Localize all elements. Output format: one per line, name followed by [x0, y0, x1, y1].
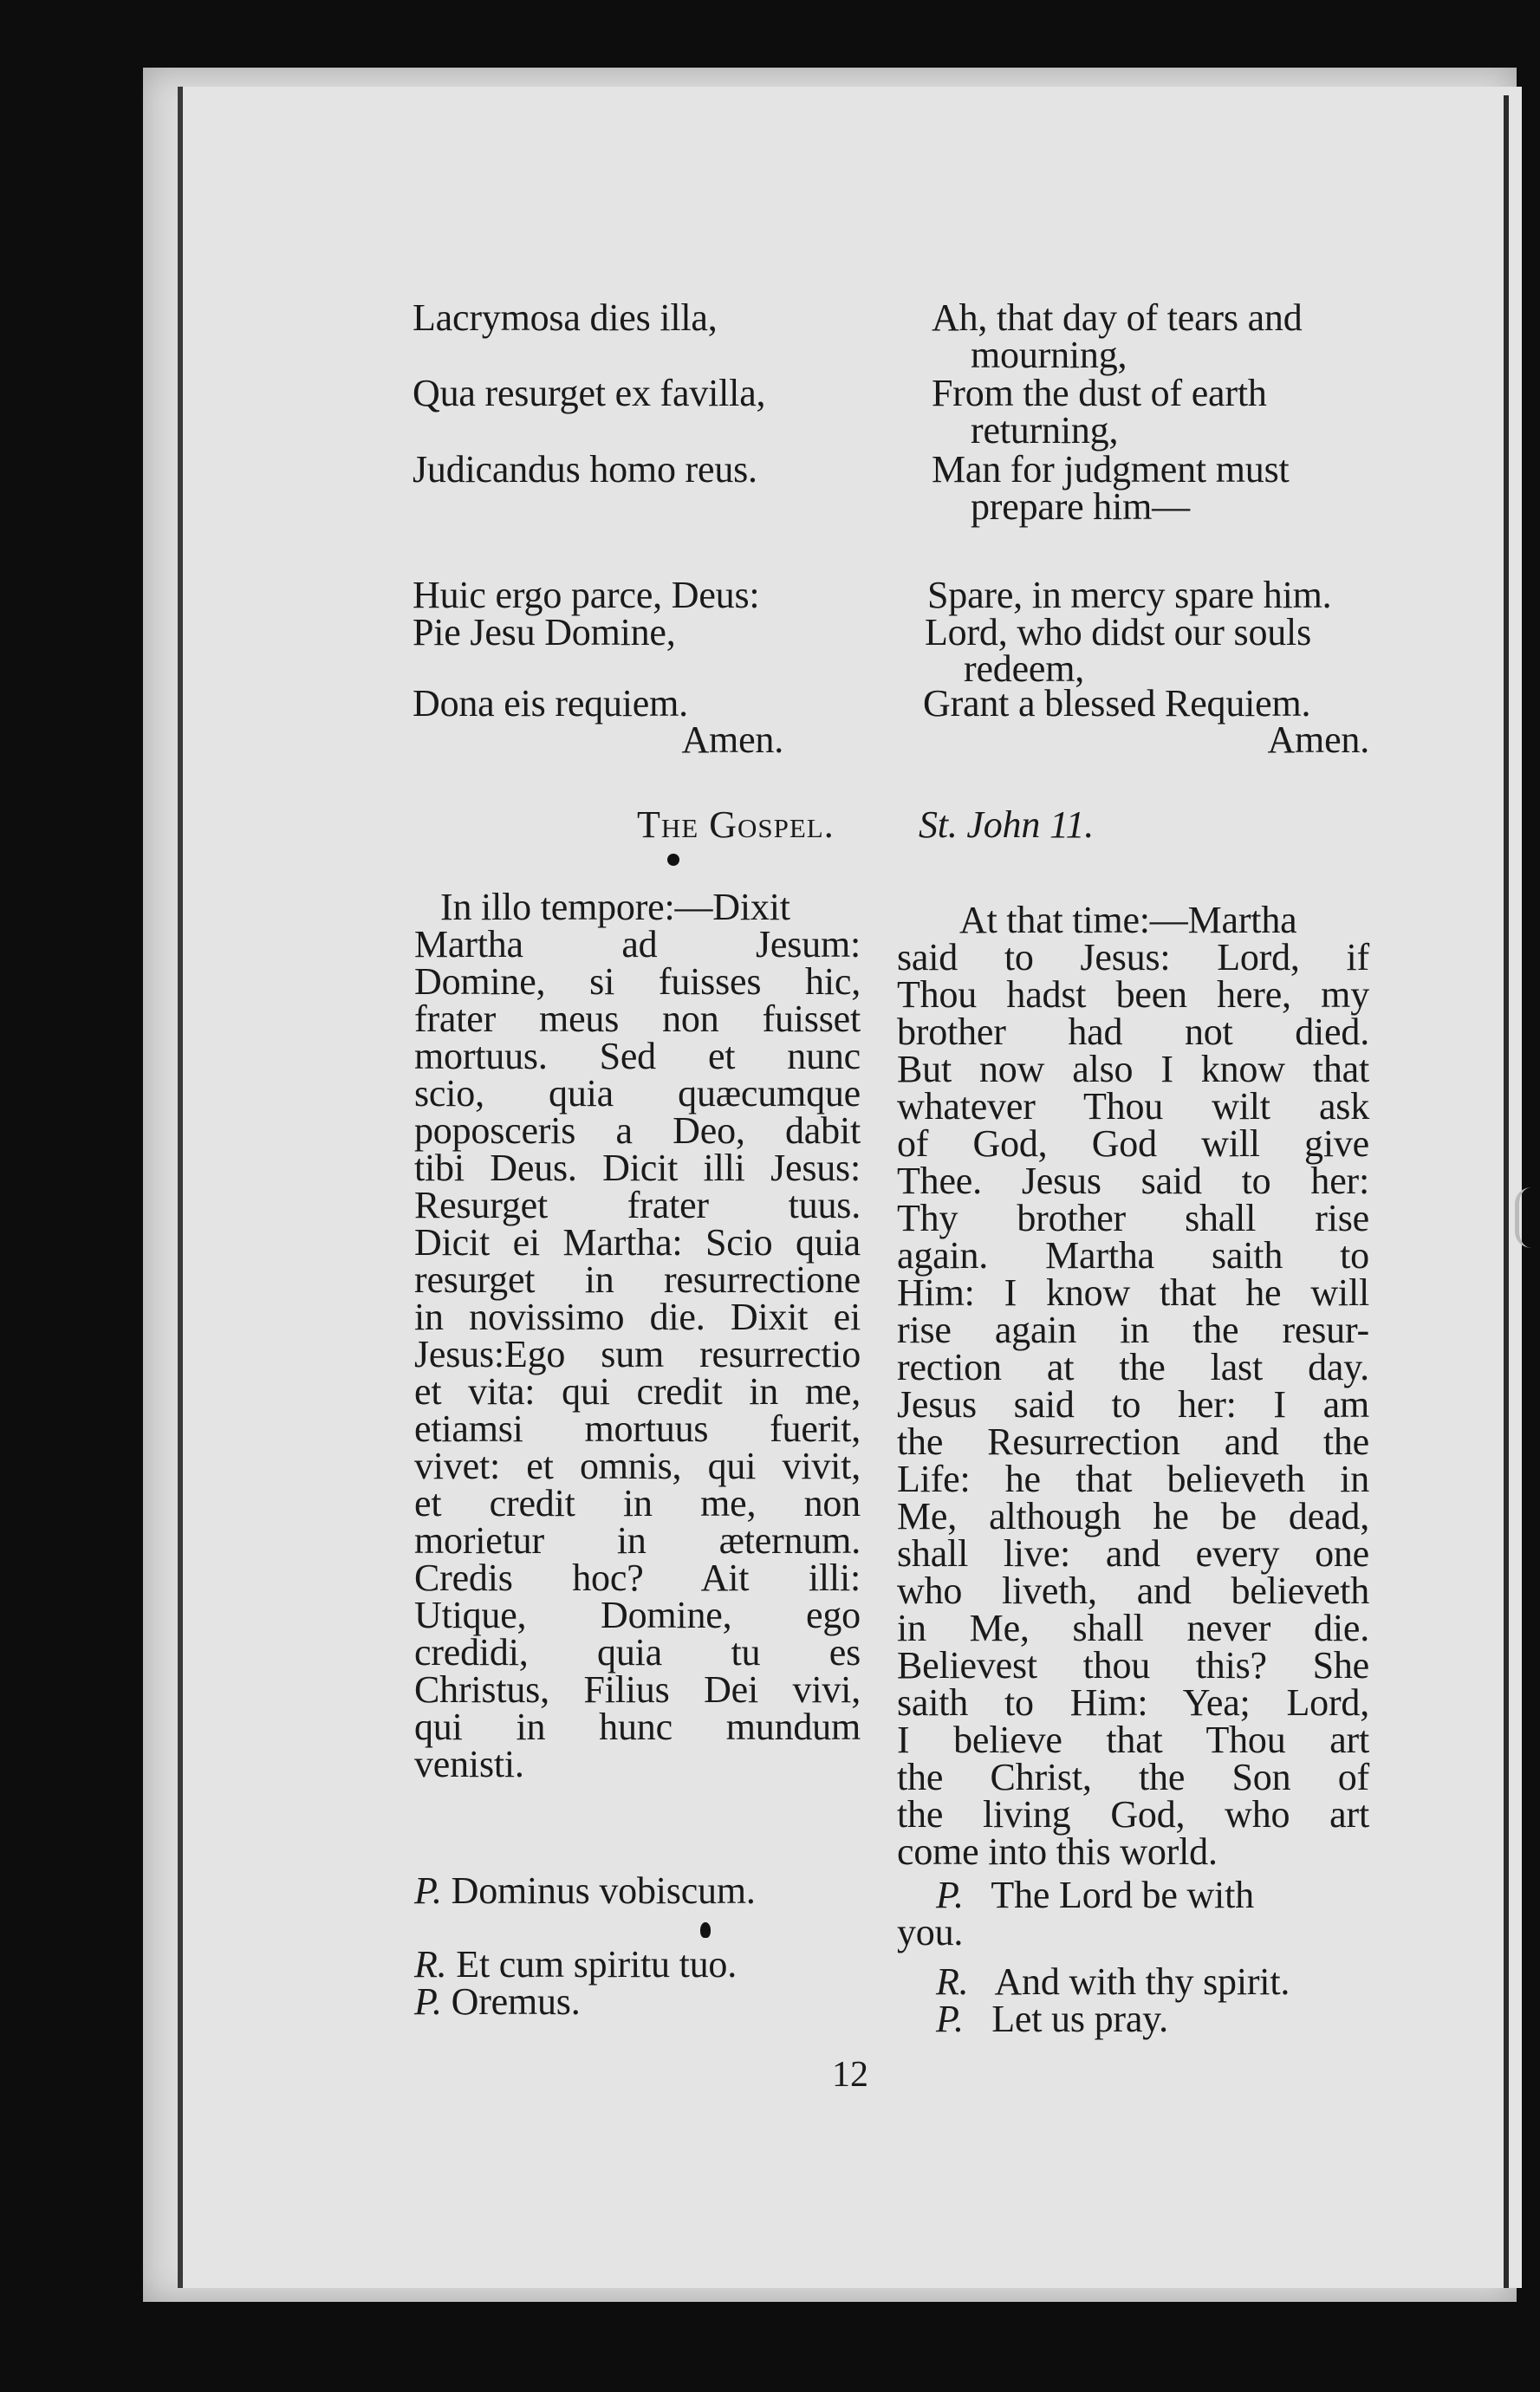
text-line: Believest thou this? She [897, 1644, 1369, 1687]
response-line: P. Dominus vobiscum. [414, 1869, 756, 1912]
text-line: whatever Thou wilt ask [897, 1085, 1369, 1128]
text-line: morietur in æternum. [414, 1519, 861, 1562]
text-line: Thee. Jesus said to her: [897, 1160, 1369, 1202]
next-page-edge [1515, 1187, 1531, 1248]
text-line: come into this world. [897, 1830, 1218, 1873]
text-line: et credit in me, non [414, 1482, 861, 1524]
text-line: the Christ, the Son of [897, 1756, 1369, 1798]
text-line: From the dust of earth [932, 372, 1267, 414]
text-line: Judicandus homo reus. [413, 448, 757, 491]
gospel-title: The Gospel. [637, 803, 835, 846]
text-line: returning, [971, 409, 1119, 452]
text-line: Grant a blessed Requiem. [923, 682, 1311, 725]
text-line: Life: he that believeth in [897, 1458, 1369, 1500]
text-line: rise again in the resur- [897, 1309, 1369, 1351]
response-line: P. Let us pray. [936, 1998, 1168, 2040]
text-line: Dicit ei Martha: Scio quia [414, 1221, 861, 1264]
text-line: scio, quia quæcumque [414, 1072, 861, 1115]
text-line: Huic ergo parce, Deus: [413, 574, 760, 616]
text-line: Domine, si fuisses hic, [414, 960, 861, 1003]
text-line: resurget in resurrectione [414, 1258, 861, 1301]
text-line: Thy brother shall rise [897, 1197, 1369, 1239]
response-line: R. And with thy spirit. [936, 1960, 1290, 2003]
response-line: R. Et cum spiritu tuo. [414, 1943, 738, 1986]
text-line: Man for judgment must [932, 448, 1290, 491]
text-line: credidi, quia tu es [414, 1631, 861, 1674]
text-line: Qua resurget ex favilla, [413, 372, 766, 414]
text-line: Jesus:Ego sum resurrectio [414, 1333, 861, 1375]
text-line: said to Jesus: Lord, if [897, 936, 1369, 978]
text-line: But now also I know that [897, 1048, 1369, 1090]
text-line: In illo tempore:—Dixit [440, 886, 790, 928]
text-line: Christus, Filius Dei vivi, [414, 1668, 861, 1711]
text-line: etiamsi mortuus fuerit, [414, 1407, 861, 1450]
text-line: Martha ad Jesum: [414, 923, 861, 965]
text-line: Lord, who didst our souls [925, 611, 1312, 653]
text-line: redeem, [964, 647, 1085, 690]
text-line: again. Martha saith to [897, 1234, 1369, 1277]
text-line: prepare him— [971, 485, 1190, 528]
text-line: in Me, shall never die. [897, 1607, 1369, 1649]
amen: Amen. [1267, 718, 1369, 761]
text-line: Dona eis requiem. [413, 682, 688, 725]
text-line: mourning, [971, 334, 1127, 376]
text-line: saith to Him: Yea; Lord, [897, 1681, 1369, 1724]
text-line: the Resurrection and the [897, 1420, 1369, 1463]
text-line: mortuus. Sed et nunc [414, 1035, 861, 1077]
text-line: rection at the last day. [897, 1346, 1369, 1388]
response-line: you. [897, 1911, 964, 1953]
ink-mark [700, 1922, 711, 1938]
text-line: Ah, that day of tears and [932, 296, 1303, 339]
text-line: qui in hunc mundum [414, 1706, 861, 1748]
text-line: Jesus said to her: I am [897, 1383, 1369, 1426]
text-line: Utique, Domine, ego [414, 1594, 861, 1636]
response-line: P. Oremus. [414, 1980, 581, 2023]
response-line: P. The Lord be with [936, 1874, 1254, 1916]
text-line: Me, although he be dead, [897, 1495, 1369, 1537]
text-line: in novissimo die. Dixit ei [414, 1296, 861, 1338]
text-line: brother had not died. [897, 1011, 1369, 1053]
text-line: poposceris a Deo, dabit [414, 1109, 861, 1152]
text-line: vivet: et omnis, qui vivit, [414, 1445, 861, 1487]
page-edge-shadow [1504, 95, 1509, 2288]
text-line: Lacrymosa dies illa, [413, 296, 718, 339]
text-line: At that time:—Martha [959, 899, 1297, 941]
text-line: of God, God will give [897, 1122, 1369, 1165]
text-line: Spare, in mercy spare him. [927, 574, 1332, 616]
text-line: tibi Deus. Dicit illi Jesus: [414, 1147, 861, 1189]
text-line: venisti. [414, 1743, 524, 1785]
text-line: Thou hadst been here, my [897, 973, 1369, 1016]
text-line: I believe that Thou art [897, 1719, 1369, 1761]
text-line: et vita: qui credit in me, [414, 1370, 861, 1413]
text-line: frater meus non fuisset [414, 998, 861, 1040]
text-line: shall live: and every one [897, 1532, 1369, 1575]
text-line: who liveth, and believeth [897, 1570, 1369, 1612]
gospel-reference: St. John 11. [919, 803, 1095, 846]
text-line: the living God, who art [897, 1793, 1369, 1836]
text-line: Pie Jesu Domine, [413, 611, 676, 653]
amen: Amen. [681, 718, 783, 761]
text-line: Credis hoc? Ait illi: [414, 1557, 861, 1599]
bullet-mark [667, 854, 679, 866]
text-line: Him: I know that he will [897, 1271, 1369, 1314]
page-number: 12 [832, 2055, 868, 2095]
text-line: Resurget frater tuus. [414, 1184, 861, 1226]
